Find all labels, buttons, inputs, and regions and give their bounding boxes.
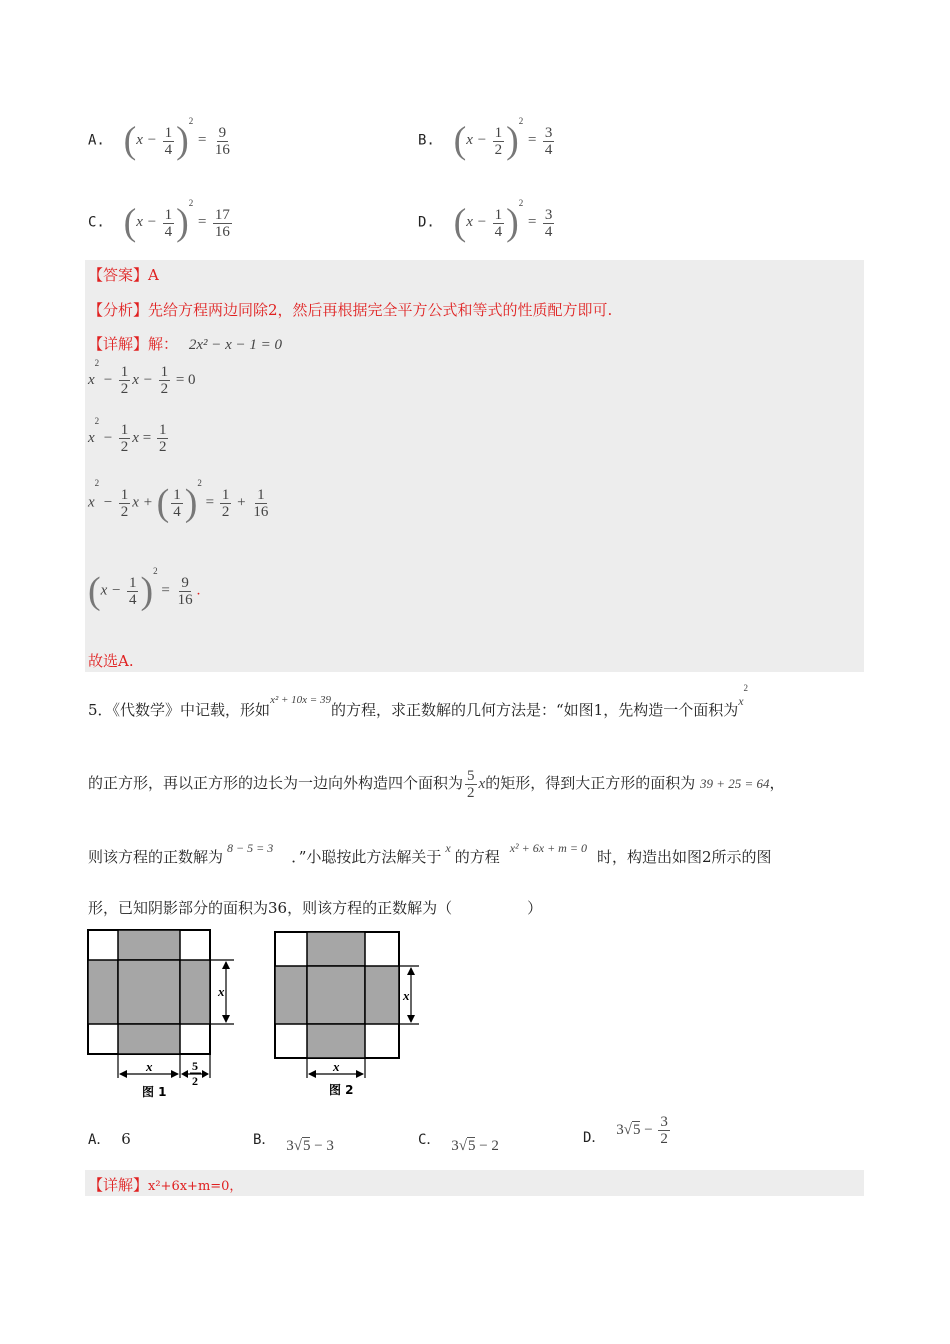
option-b-q5[interactable]: B． 3√5 − 3 [253,1132,334,1154]
q5-text: 的正方形，再以正方形的边长为一边向外构造四个面积为 [88,773,464,792]
frac-num: 1 [164,206,173,223]
radicand: 5 [302,1138,311,1154]
q5-text: 的矩形，得到大正方形的面积为 [485,773,696,792]
option-label: D． [583,1129,606,1146]
frac-den: 16 [214,141,230,158]
inline-equation: x² + 6x + m = 0 [509,841,587,855]
equation-3: $x^2$ − $\frac{1}{2}$ x + ( $\frac{1}{4}$ )$^2$ = $\frac{1}{2}$ + $\frac{1}{16}$ [88,478,269,524]
option-d-q5[interactable]: D． 3√5 − $\frac{3}{2}$ [583,1114,668,1147]
fig1-frac-den: 2 [192,1074,198,1088]
option-label: C． [418,1132,441,1148]
fig1-shade-center [118,960,180,1024]
coef: 3 [286,1138,294,1154]
q5-text: ， [769,773,785,792]
frac-den: 2 [660,1131,668,1147]
detail-tag: 【详解】 [88,1176,149,1194]
option-a-q4[interactable]: A. (x − $\frac{1}{4}$ )$^2$ = $\frac{9}{16}$ [88,116,230,162]
frac-num: 3 [660,1114,668,1130]
fig2-label-x-vert: x [403,988,410,1003]
inline-equation: 8 − 5 = 3 [227,841,274,855]
option-value: 6 [121,1130,131,1148]
frac-den: 4 [544,141,553,158]
question-number: 5． [88,701,113,719]
option-label: C. [88,214,105,231]
coef: 3 [451,1138,459,1154]
frac-den: 4 [164,223,173,240]
fig2-shade-right [365,966,399,1024]
frac-num: 9 [218,124,227,141]
detail-line [88,333,282,354]
answer-tag: 【答案】 [88,266,149,284]
option-c-q5[interactable]: C． 3√5 − 2 [418,1132,499,1154]
equation-4: (x − $\frac{1}{4}$ )$^2$ = $\frac{9}{16}$ . [88,566,201,612]
answer-value: A [148,266,159,284]
fig1-shade-bottom [118,1024,180,1054]
frac-den: 4 [164,141,173,158]
tail: − 2 [479,1138,499,1154]
frac-den: 4 [544,223,553,240]
frac-den: 16 [214,223,230,240]
option-c-q4[interactable]: C. (x − $\frac{1}{4}$ )$^2$ = $\frac{17}{16}$ [88,198,230,244]
fig1-frac-num: 5 [192,1059,198,1073]
fig1-shade-right [180,960,210,1024]
q5-line2: 的正方形，再以正方形的边长为一边向外构造四个面积为 $\frac{5}{2}$ x的矩形，得到大正方形的面积为 39 + 25 = 64， [88,768,785,801]
figure-1 [86,928,246,1102]
fig2-shade-left [275,966,307,1024]
option-label: A． [88,1132,111,1148]
frac-num: 1 [164,124,173,141]
analysis-tag: 【分析】 [88,301,149,319]
frac-num: 3 [544,124,553,141]
answer-panel [85,260,864,672]
frac-num: 17 [214,206,230,223]
q5-line1: 5．《代数学》中记载，形如$^{x^2 + 10x = 39}$的方程，求正数解的几何方法是：“如图1，先构造一个面积为$^{x^2}$ [88,683,749,719]
q5-text: 的方程，求正数解的几何方法是：“如图1，先构造一个面积为 [330,701,739,719]
detail-line-2 [88,1174,242,1195]
q5-text: 《代数学》中记载，形如 [112,701,271,719]
fig2-shade-top [307,932,365,966]
q5-text: 则该方程的正数解为 [88,848,224,866]
option-label: B. [418,132,435,149]
q5-line4: 形，已知阴影部分的面积为36，则该方程的正数解为（ ） [88,899,543,917]
fig1-shade-left [88,960,118,1024]
option-label: B． [253,1132,276,1148]
detail-prefix: 解： [148,335,179,353]
frac-num: 3 [544,206,553,223]
analysis-line [88,299,612,320]
option-b-q4[interactable]: B. (x − $\frac{1}{2}$ )$^2$ = $\frac{3}{4}$ [418,116,553,162]
tail: − 3 [314,1138,334,1154]
fig1-shade-top [118,930,180,960]
q5-text: 的方程 [454,848,500,866]
fig1-caption: 图 1 [142,1085,167,1099]
inline-equation: 39 + 25 = 64 [699,775,770,791]
conclusion: 故选A. [88,652,134,670]
inline-equation: x² + 10x = 39 [270,694,331,706]
fig1-label-x-vert: x [218,984,225,999]
frac-num: 1 [494,124,503,141]
frac-den: 2 [494,141,503,158]
frac-num: 1 [494,206,503,223]
detail-text: x²+6x+m=0， [148,1179,243,1194]
fig2-caption: 图 2 [329,1083,354,1097]
radicand: 5 [467,1138,476,1154]
option-d-q4[interactable]: D. (x − $\frac{1}{4}$ )$^2$ = $\frac{3}{4}$ [418,198,553,244]
option-label: D. [418,214,435,231]
q5-line3: 则该方程的正数解为 $^{8 - 5 = 3}$ ．”小聪按此方法解关于 $^x$ 的方程 $^{x^2 + 6x + m = 0}$ 时，构造出如图2所示的图 [88,841,772,866]
equation-1: $x^2$ − $\frac{1}{2}$ x − $\frac{1}{2}$ = 0 [88,358,196,397]
q5-text: ．”小聪按此方法解关于 [291,848,442,866]
figure-2 [273,930,423,1102]
equation-2: $x^2$ − $\frac{1}{2}$ x = $\frac{1}{2}$ [88,416,167,455]
analysis-text: 先给方程两边同除2，然后再根据完全平方公式和等式的性质配方即可. [148,301,613,319]
option-a-q5[interactable] [88,1129,131,1149]
answer-line [88,264,159,285]
q5-text: 时，构造出如图2所示的图 [596,848,772,866]
fig1-label-x-horiz: x [146,1059,153,1074]
frac-den: 4 [494,223,503,240]
fig2-label-x-horiz: x [333,1059,340,1074]
fig2-shade-bottom [307,1024,365,1058]
radicand: 5 [632,1121,641,1138]
detail-tag: 【详解】 [88,335,149,353]
fig2-shade-center [307,966,365,1024]
equation-0: 2x² − x − 1 = 0 [188,337,282,353]
coef: 3 [616,1121,624,1138]
option-label: A. [88,132,105,149]
